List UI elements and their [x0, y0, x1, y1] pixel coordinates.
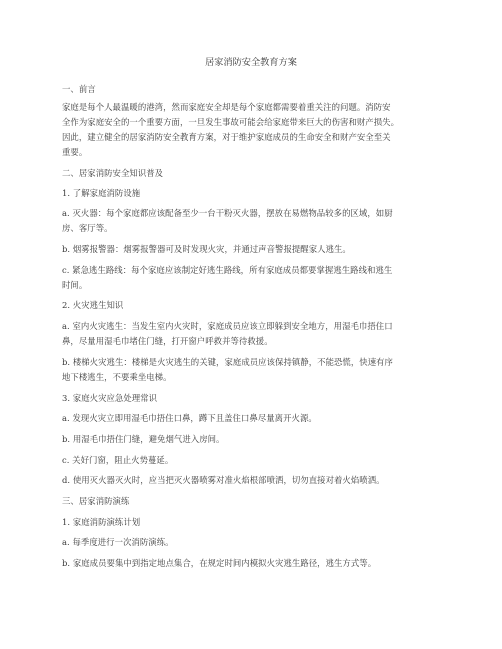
subheading: 1. 家庭消防演练计划 [62, 517, 141, 527]
section-heading-preface: 一、前言 [62, 84, 96, 94]
section-heading-drill: 三、居家消防演练 [62, 496, 130, 506]
paragraph-line: a. 灭火器：每个家庭都应该配备至少一台干粉灭火器，摆放在易燃物品较多的区域，如厨 [62, 208, 393, 218]
paragraph-line: a. 发现火灾立即用湿毛巾捂住口鼻，蹲下且盖住口鼻尽量离开火源。 [62, 413, 317, 423]
paragraph-line: c. 关好门窗，阻止火势蔓延。 [62, 455, 174, 465]
paragraph-line: c. 紧急逃生路线：每个家庭应该制定好逃生路线，所有家庭成员都要掌握逃生路线和逃生 [62, 265, 393, 275]
paragraph-line: 重要。 [62, 147, 88, 157]
paragraph-line: 因此，建立健全的居家消防安全教育方案，对于维护家庭成员的生命安全和财产安全至关 [62, 132, 391, 142]
paragraph-line: b. 楼梯火灾逃生：楼梯是火灾逃生的关键，家庭成员应该保持镇静，不能恐慌，快速有序 [62, 357, 393, 367]
paragraph-line: 全作为家庭安全的一个重要方面，一旦发生事故可能会给家庭带来巨大的伤害和财产损失。 [62, 117, 399, 127]
paragraph-line: 房、客厅等。 [62, 223, 113, 233]
section-heading-knowledge: 二、居家消防安全知识普及 [62, 168, 164, 178]
subheading: 1. 了解家庭消防设施 [62, 188, 141, 198]
subheading: 3. 家庭火灾应急处理常识 [62, 393, 158, 403]
paragraph-line: a. 室内火灾逃生：当发生室内火灾时，家庭成员应该立即躲到安全地方，用湿毛巾捂住口 [62, 321, 393, 331]
paragraph-line: 家庭是每个人最温暖的港湾，然而家庭安全却是每个家庭都需要着重关注的问题。消防安 [62, 102, 391, 112]
document-title: 居家消防安全教育方案 [205, 57, 297, 68]
paragraph-line: b. 用湿毛巾捂住门缝，避免烟气进入房间。 [62, 434, 225, 444]
paragraph-line: 时间。 [62, 280, 88, 290]
paragraph-line: a. 每季度进行一次消防演练。 [62, 537, 174, 547]
paragraph-line: 地下楼逃生，不要乘坐电梯。 [62, 372, 172, 382]
paragraph-line: 鼻，尽量用湿毛巾堵住门缝，打开窗户呼救并等待救援。 [62, 336, 273, 346]
paragraph-line: d. 使用灭火器灭火时，应当把灭火器喷雾对准火焰根部喷洒，切勿直接对着火焰喷洒。 [62, 475, 385, 485]
paragraph-line: b. 烟雾报警器：烟雾报警器可及时发现火灾，并通过声音警报提醒家人逃生。 [62, 244, 351, 254]
subheading: 2. 火灾逃生知识 [62, 300, 124, 310]
paragraph-line: b. 家庭成员要集中到指定地点集合，在规定时间内模拟火灾逃生路径，逃生方式等。 [62, 558, 377, 568]
